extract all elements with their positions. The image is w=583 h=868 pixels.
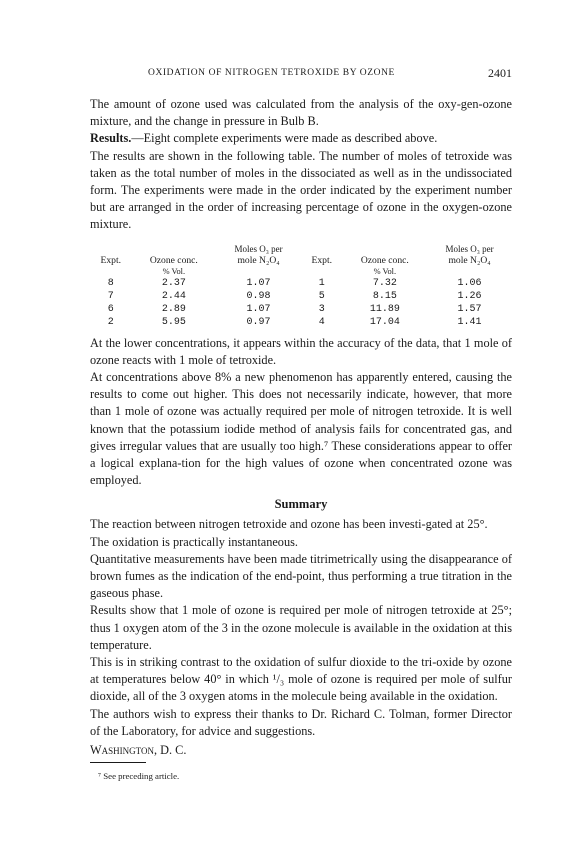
- table-cell: 2: [107, 316, 114, 328]
- table-header-cell: [132, 244, 217, 254]
- table-unit-cell: % Vol.: [162, 266, 186, 276]
- table-cell: 8: [107, 277, 114, 289]
- table-unit-cell: [90, 267, 132, 277]
- table-header-cell: Expt.: [100, 254, 122, 266]
- table-cell: 6: [107, 303, 114, 315]
- table-cell: 1: [318, 277, 325, 289]
- table-cell: 1.07: [246, 303, 271, 315]
- table-header-cell: [301, 244, 343, 254]
- running-head-title: OXIDATION OF NITROGEN TETROXIDE BY OZONE: [148, 68, 395, 78]
- table-header-cell: [90, 244, 132, 254]
- table-cell: 2.89: [161, 303, 186, 315]
- table-cell: 4: [318, 316, 325, 328]
- table-header-cell: mole N₂O₄: [448, 254, 491, 266]
- table-row: [90, 316, 512, 329]
- table-unit-cell: [427, 267, 512, 277]
- footnote-rule: [90, 762, 146, 763]
- table-cell: 8.15: [372, 290, 397, 302]
- table-cell: 7.32: [372, 277, 397, 289]
- table-cell: 1.26: [457, 290, 482, 302]
- table-cell: 11.89: [369, 303, 400, 315]
- summary-paragraph: This is in striking contrast to the oxidation of sulfur dioxide to the tri-oxide by ozone at temperatures below 40° in which ¹/₃ mole of ozone is required per mole of sulfur dioxide, all of the 3 oxygen atoms in the molecule being available in the oxidation.: [90, 655, 512, 704]
- table-cell: 1.06: [457, 277, 482, 289]
- summary-paragraph: Results show that 1 mole of ozone is required per mole of nitrogen tetroxide at 25°; thus 1 oxygen atom of the 3 in the ozone molecule is available in the oxidation at this temperature.: [90, 603, 512, 652]
- summary-paragraph: The reaction between nitrogen tetroxide and ozone has been investi-gated at 25°.: [90, 517, 488, 532]
- author-location: Washington, D. C.: [90, 743, 187, 758]
- table-row: [90, 303, 512, 316]
- table-cell: 3: [318, 303, 325, 315]
- acknowledgment-paragraph: The authors wish to express their thanks to Dr. Richard C. Tolman, former Director of the Laboratory, for advice and suggestions.: [90, 706, 512, 738]
- journal-page: [90, 66, 512, 782]
- paragraph-results-detail: The results are shown in the following table. The number of moles of tetroxide was taken as the total number of moles in the dissociated as well as in the undissociated form. The experiments were made in the order indicated by the experiment number but are arranged in the order of increasing percentage of ozone in the oxygen-ozone mixture.: [90, 148, 512, 232]
- table-cell: 1.07: [246, 277, 271, 289]
- table-row: [90, 290, 512, 303]
- table-header-cell: Moles O₃ per: [234, 243, 283, 254]
- paragraph-lower-concentrations: At the lower concentrations, it appears within the accuracy of the data, that 1 mole of ozone reacts with 1 mole of tetroxide.: [90, 335, 512, 367]
- table-row: [90, 277, 512, 290]
- table-cell: 1.41: [457, 316, 482, 328]
- table-cell: 0.98: [246, 290, 271, 302]
- table-cell: 5.95: [161, 316, 186, 328]
- table-cell: 2.44: [161, 290, 186, 302]
- table-header-cell: mole N₂O₄: [237, 254, 280, 266]
- table-header-cell: [343, 244, 428, 254]
- footnote: ⁷ See preceding article.: [98, 771, 180, 782]
- running-head: [90, 66, 512, 84]
- table-unit-cell: % Vol.: [373, 266, 397, 276]
- summary-heading: Summary: [274, 497, 328, 512]
- table-header-main: [90, 254, 512, 267]
- table-header-top: [90, 244, 512, 254]
- table-header-cell: Expt.: [311, 254, 333, 266]
- summary-paragraph: The oxidation is practically instantaneous.: [90, 534, 298, 549]
- table-cell: 0.97: [246, 316, 271, 328]
- summary-paragraph: Quantitative measurements have been made titrimetrically using the disappearance of brown fumes as the indication of the end-point, thus performing a true titration in the gaseous phase.: [90, 551, 512, 601]
- paragraph-ozone-amount: The amount of ozone used was calculated from the analysis of the oxy-gen-ozone mixture, and the change in pressure in Bulb B.: [90, 97, 512, 129]
- table-cell: 7: [107, 290, 114, 302]
- table-header-cell: Ozone conc.: [149, 254, 198, 266]
- table-cell: 17.04: [369, 316, 400, 328]
- paragraph-higher-concentrations: At concentrations above 8% a new phenomenon has apparently entered, causing the results to come out higher. This does not necessarily indicate, however, that more than 1 mole of ozone was actually required per mole of nitrogen tetroxide. It is well known that the potassium iodide method of analysis fails for concentrated gas, and gives irregular values that are usually too high.⁷ These considerations appear to offer a logical explana-tion for the high values of ozone when concentrated ozone was employed.: [90, 370, 512, 488]
- results-table: [90, 244, 512, 329]
- paragraph-results-intro: [90, 130, 512, 147]
- table-units-row: [90, 267, 512, 277]
- table-unit-cell: [301, 267, 343, 277]
- results-heading: Results.: [90, 131, 132, 146]
- table-cell: 2.37: [161, 277, 186, 289]
- results-lead: —Eight complete experiments were made as described above.: [131, 131, 438, 146]
- table-header-cell: Ozone conc.: [360, 254, 409, 266]
- table-header-cell: Moles O₃ per: [445, 243, 494, 254]
- table-cell: 5: [318, 290, 325, 302]
- page-number: 2401: [488, 66, 512, 80]
- table-cell: 1.57: [457, 303, 482, 315]
- table-unit-cell: [216, 267, 301, 277]
